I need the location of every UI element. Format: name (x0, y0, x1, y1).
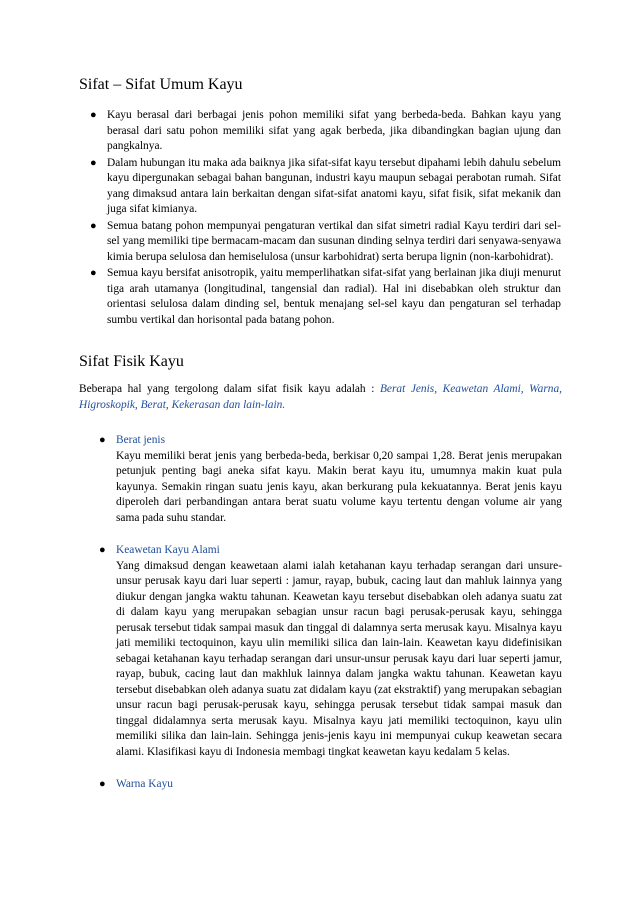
intro-property-list: Berat Jenis, Keawetan Alami, Warna, Higroskopik, Berat, Kekerasan dan lain-lain. (79, 383, 562, 411)
list-item-text: Dalam hubungan itu maka ada baiknya jika sifat-sifat kayu tersebut dipahami lebih dahulu sebelum kayu dipergunakan sebagai bahan bangunan, industri kayu maupun sebagai perabotan rumah. Sifat yang dimaksud antara lain berkaitan dengan sifat-sifat anatomi kayu, sifat fisik, sifat mekanik dan juga sifat kimianya. (107, 156, 561, 215)
bullet-dot-icon: ● (90, 156, 97, 169)
bullet-dot-icon: ● (90, 267, 97, 279)
list-item (90, 108, 561, 155)
bullet-dot-icon: ● (90, 219, 97, 232)
list-item (90, 219, 561, 266)
list-item (99, 777, 562, 793)
item-title-berat-jenis: Berat jenis (116, 434, 166, 446)
list-item-text: Kayu berasal dari berbagai jenis pohon memiliki sifat yang berbeda-beda. Bahkan kayu yang berasal dari satu pohon memiliki sifat yang agak berbeda, jika dibandingkan bagian ujung dan pangkalnya. (107, 109, 561, 152)
section-heading-general-properties: Sifat – Sifat Umum Kayu (79, 76, 243, 93)
item-title-keawetan: Keawetan Kayu Alami (116, 544, 220, 556)
physical-properties-intro (79, 381, 562, 413)
bullet-dot-icon: ● (99, 778, 106, 790)
bullet-dot-icon: ● (90, 109, 97, 121)
bullet-dot-icon: ● (99, 544, 106, 556)
section-heading-physical-properties: Sifat Fisik Kayu (79, 353, 184, 370)
list-item-text: Semua kayu bersifat anisotropik, yaitu memperlihatkan sifat-sifat yang berlainan jika diuji menurut tiga arah utamanya (longitudinal, tangensial dan radial). Hal ini disebabkan oleh struktur dan orientasi selulosa dalam dinding sel, bentuk menajang sel-sel kayu dan pengaturan sel terhadap sumbu vertikal dan horisontal pada batang pohon. (107, 267, 561, 326)
intro-lead-text: Beberapa hal yang tergolong dalam sifat fisik kayu adalah : (79, 383, 380, 395)
bullet-dot-icon: ● (99, 434, 106, 446)
list-item (90, 266, 561, 328)
general-properties-list (90, 108, 561, 329)
item-body-keawetan: Yang dimaksud dengan keawetaan alami ialah ketahanan kayu terhadap serangan dari unsure-unsur perusak kayu dari luar seperti : jamur, rayap, bubuk, cacing laut dan mahluk lainnya yang diukur dengan jangka waktu tahunan. Keawetan kayu tersebut disebabkan oleh adanya suatu zat di dalam kayu yang merupakan sebagian unsur racun bagi perusak-perusak kayu, sehingga perusak tersebut tidak sampai masuk dan tinggal di dalamnya serta merusak kayu. Misalnya kayu jati memiliki tectoquinon, kayu ulin memiliki silica dan lain-lain. Keawetan kayu didefinisikan sebagai ketahanan kayu terhadap serangan dari unsur-unsur perusak kayu dari luar seperti jamur, rayap, bubuk, cacing laut dan makhluk lainnya dalam jangka waktu tahunan. Keawetan kayu tersebut disebabkan oleh adanya suatu zat didalam kayu (zat ekstraktif) yang merupakan sebagian unsur racun bagi perusak-perusak kayu, sehingga perusak tersebut tidak sampai masuk dan tinggal didalamnya serta merusak kayu. Misalnya kayu jati memiliki tectoquinon, kayu ulin memiliki silika dan lain-lain. Sehingga jenis-jenis kayu ini mempunyai cukup keawetan secara alami. Klasifikasi kayu di Indonesia membagi tingkat keawetan kayu kedalam 5 kelas. (116, 559, 562, 758)
physical-properties-list (99, 433, 562, 793)
item-title-warna: Warna Kayu (116, 778, 173, 790)
list-item (90, 156, 561, 218)
list-item (99, 433, 562, 526)
item-body-berat-jenis: Kayu memiliki berat jenis yang berbeda-beda, berkisar 0,20 sampai 1,28. Berat jenis merupakan petunjuk penting bagi aneka sifat kayu. Makin berat kayu itu, umumnya makin kuat pula kayunya. Semakin ringan suatu jenis kayu, akan berkurang pula kekuatannya. Berat jenis kayu diperoleh dari perbandingan antara berat suatu volume kayu tertentu dengan volume air yang sama pada suhu standar. (116, 449, 562, 524)
list-item (99, 543, 562, 760)
list-item-text: Semua batang pohon mempunyai pengaturan vertikal dan sifat simetri radial Kayu terdiri dari sel-sel yang memiliki tipe bermacam-macam dan susunan dinding selnya terdiri dari senyawa-senyawa kimia berupa selulosa dan hemiselulosa (unsur karbohidrat) serta berupa lignin (non-karbohidrat). (107, 219, 561, 263)
